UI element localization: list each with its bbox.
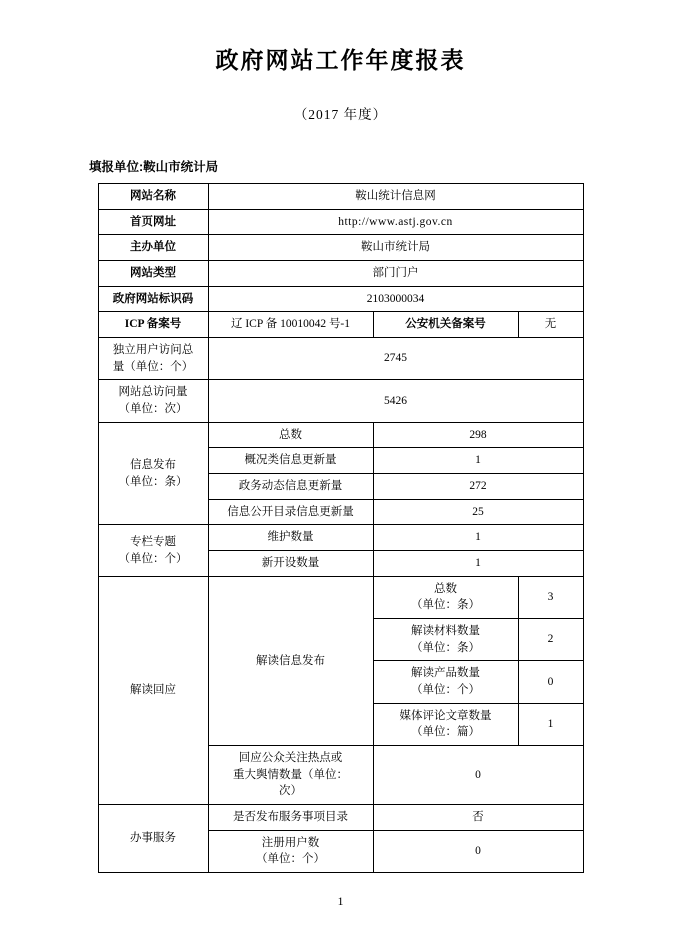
page-subtitle: （2017 年度） <box>293 107 388 122</box>
registered-users-label: 注册用户数 （单位：个） <box>208 830 373 872</box>
icp-value: 辽 ICP 备 10010042 号-1 <box>208 312 373 338</box>
total-visits-value: 5426 <box>208 380 583 422</box>
info-total-value: 298 <box>373 422 583 448</box>
site-id-value: 2103000034 <box>208 286 583 312</box>
table-row <box>98 380 583 422</box>
info-total-label: 总数 <box>208 422 373 448</box>
maintain-count-label: 维护数量 <box>208 525 373 551</box>
host-unit-label: 主办单位 <box>98 235 208 261</box>
unique-visitors-label: 独立用户访问总 量（单位：个） <box>98 338 208 380</box>
media-comment-label: 媒体评论文章数量 （单位：篇） <box>373 703 518 745</box>
total-visits-label: 网站总访问量 （单位：次） <box>98 380 208 422</box>
service-catalog-value: 否 <box>373 805 583 831</box>
interpretation-label: 解读回应 <box>98 576 208 804</box>
table-row <box>98 805 583 831</box>
maintain-count-value: 1 <box>373 525 583 551</box>
police-record-value: 无 <box>518 312 583 338</box>
info-publish-label: 信息发布 （单位：条） <box>98 422 208 525</box>
overview-update-value: 1 <box>373 448 583 474</box>
site-type-label: 网站类型 <box>98 261 208 287</box>
table-row <box>98 525 583 551</box>
interp-total-value: 3 <box>518 576 583 618</box>
page-number: 1 <box>337 894 344 908</box>
document-page <box>0 42 681 939</box>
homepage-value: http://www.astj.gov.cn <box>208 209 583 235</box>
reporting-unit: 填报单位:鞍山市统计局 <box>89 160 219 174</box>
registered-users-value: 0 <box>373 830 583 872</box>
table-row <box>98 184 583 210</box>
new-count-value: 1 <box>373 551 583 577</box>
site-name-label: 网站名称 <box>98 184 208 210</box>
table-row <box>98 235 583 261</box>
column-topic-label: 专栏专题 （单位：个） <box>98 525 208 576</box>
homepage-label: 首页网址 <box>98 209 208 235</box>
new-count-label: 新开设数量 <box>208 551 373 577</box>
site-id-label: 政府网站标识码 <box>98 286 208 312</box>
public-response-value: 0 <box>373 746 583 805</box>
interp-material-value: 2 <box>518 619 583 661</box>
interp-material-label: 解读材料数量 （单位：条） <box>373 619 518 661</box>
service-label: 办事服务 <box>98 805 208 873</box>
open-catalog-label: 信息公开目录信息更新量 <box>208 499 373 525</box>
interpretation-publish-label: 解读信息发布 <box>208 576 373 745</box>
table-row <box>98 261 583 287</box>
site-name-value: 鞍山统计信息网 <box>208 184 583 210</box>
table-row <box>98 209 583 235</box>
service-catalog-label: 是否发布服务事项目录 <box>208 805 373 831</box>
site-type-value: 部门门户 <box>208 261 583 287</box>
page-title: 政府网站工作年度报表 <box>215 47 466 73</box>
table-row <box>98 576 583 618</box>
open-catalog-value: 25 <box>373 499 583 525</box>
interp-product-value: 0 <box>518 661 583 703</box>
police-record-label: 公安机关备案号 <box>373 312 518 338</box>
overview-update-label: 概况类信息更新量 <box>208 448 373 474</box>
interp-product-label: 解读产品数量 （单位：个） <box>373 661 518 703</box>
icp-label: ICP 备案号 <box>98 312 208 338</box>
annual-report-table <box>98 183 584 873</box>
media-comment-value: 1 <box>518 703 583 745</box>
unique-visitors-value: 2745 <box>208 338 583 380</box>
table-row <box>98 286 583 312</box>
host-unit-value: 鞍山市统计局 <box>208 235 583 261</box>
gov-dynamic-label: 政务动态信息更新量 <box>208 474 373 500</box>
public-response-label: 回应公众关注热点或 重大舆情数量（单位： 次） <box>208 746 373 805</box>
table-row <box>98 338 583 380</box>
gov-dynamic-value: 272 <box>373 474 583 500</box>
table-row <box>98 422 583 448</box>
table-row <box>98 312 583 338</box>
interp-total-label: 总数 （单位：条） <box>373 576 518 618</box>
